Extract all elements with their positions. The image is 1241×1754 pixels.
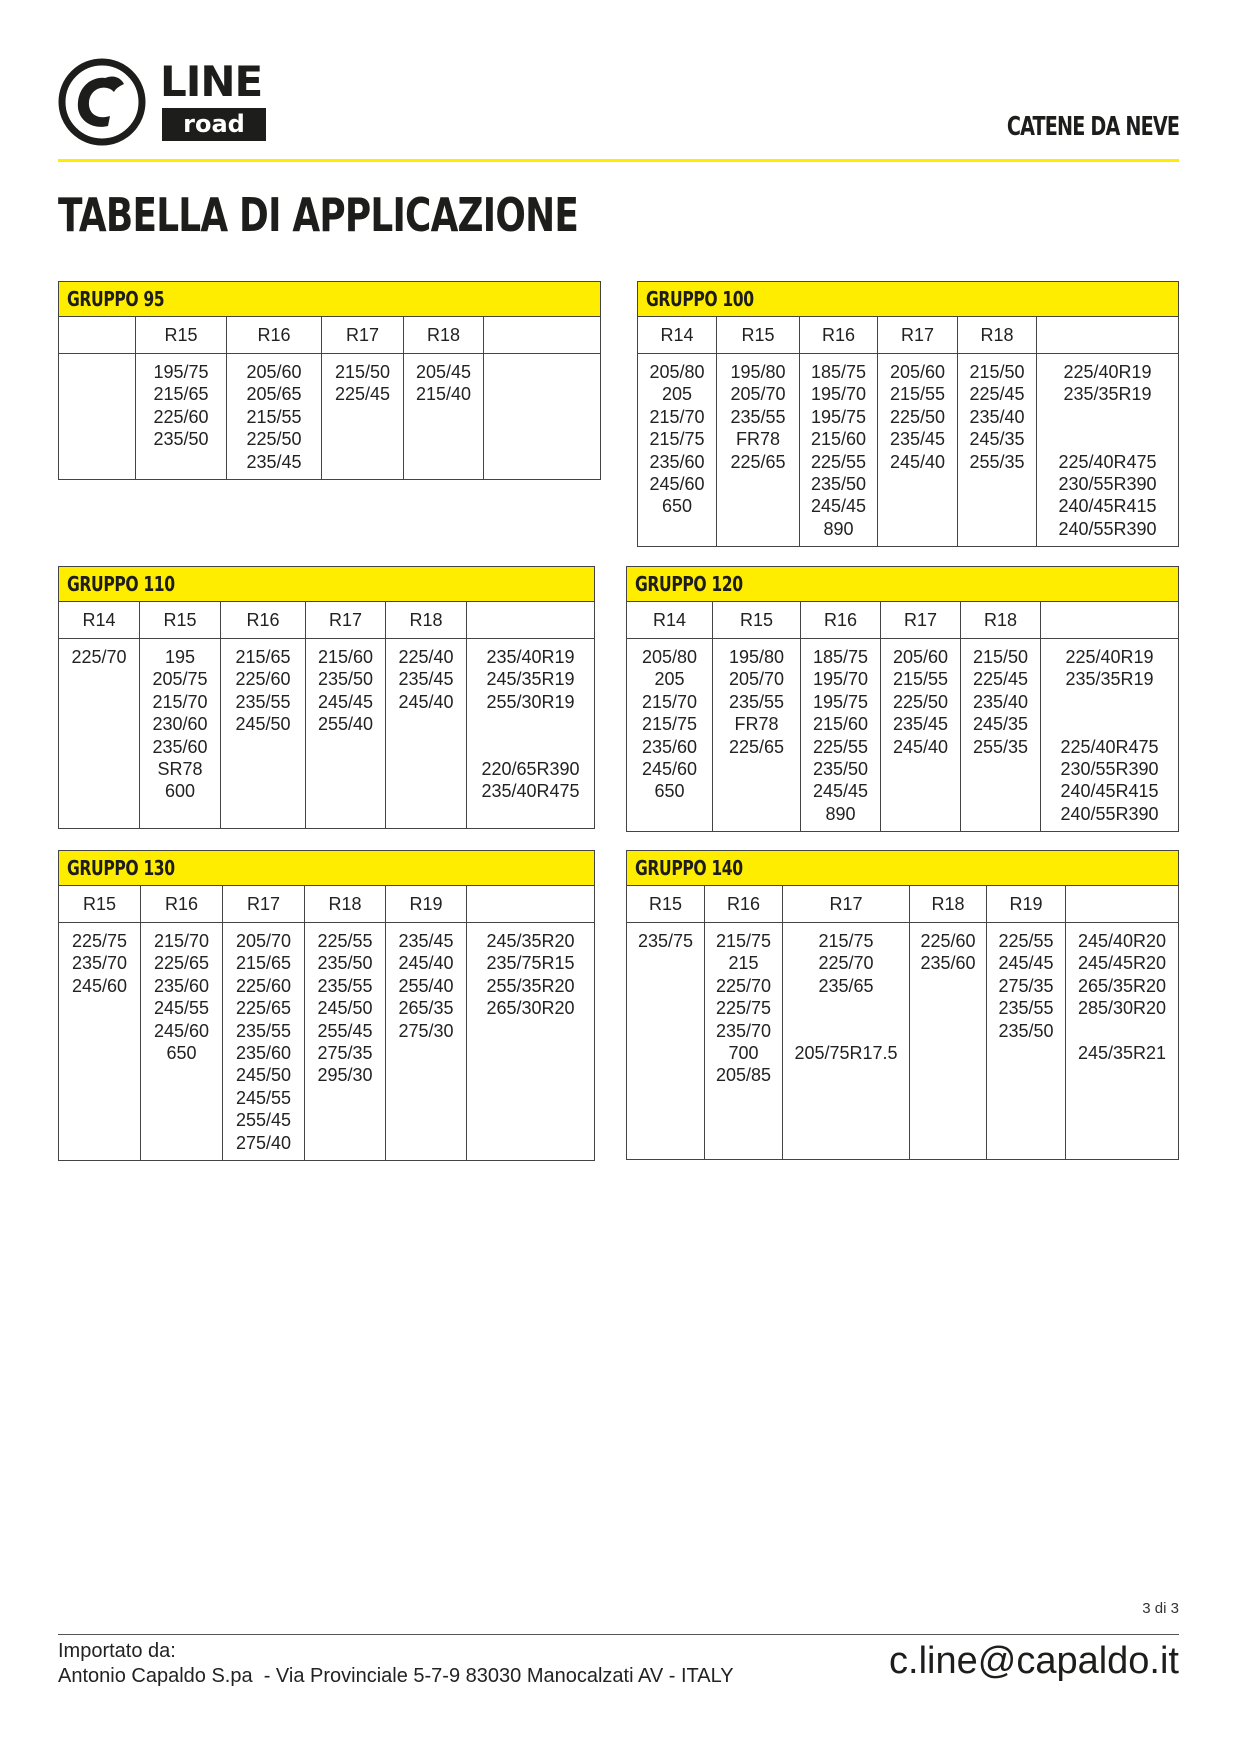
column-header: R15 <box>59 886 141 923</box>
table-cell: 205/70 215/65 225/60 225/65 235/55 235/60 245/50 245/55 255/45 275/40 <box>223 923 305 1161</box>
column-header: R16 <box>801 602 881 639</box>
table-cell: 225/75 235/70 245/60 <box>59 923 141 1161</box>
column-header: R18 <box>386 602 467 639</box>
brand-logo <box>58 58 268 148</box>
group-140-table <box>626 850 1179 1160</box>
table-cell: 215/75 225/70 235/65 205/75R17.5 <box>783 923 910 1160</box>
page-title: TABELLA DI APPLICAZIONE <box>58 188 579 242</box>
table-cell: 235/75 <box>627 923 705 1160</box>
table-cell: 225/60 235/60 <box>910 923 987 1160</box>
table-cell: 235/45 245/40 255/40 265/35 275/30 <box>386 923 467 1161</box>
page-number: 3 di 3 <box>1142 1600 1179 1617</box>
table-cell <box>484 354 601 480</box>
column-header: R16 <box>705 886 783 923</box>
table-cell: 225/40 235/45 245/40 <box>386 639 467 829</box>
column-header: R17 <box>783 886 910 923</box>
column-header: R14 <box>638 317 717 354</box>
table-cell <box>59 354 136 480</box>
table-cell: 215/50 225/45 235/40 245/35 255/35 <box>958 354 1037 547</box>
table-cell: 215/70 225/65 235/60 245/55 245/60 650 <box>141 923 223 1161</box>
column-header: R18 <box>910 886 987 923</box>
column-header: R15 <box>627 886 705 923</box>
column-header: R16 <box>221 602 306 639</box>
table-cell: 245/40R20 245/45R20 265/35R20 285/30R20 245/35R21 <box>1066 923 1179 1160</box>
group-header: GRUPPO 110 <box>59 567 595 602</box>
column-header: R17 <box>322 317 404 354</box>
column-header: R18 <box>958 317 1037 354</box>
table-cell: 225/70 <box>59 639 140 829</box>
brand-subname: road <box>162 108 266 141</box>
table-cell: 195/75 215/65 225/60 235/50 <box>136 354 227 480</box>
column-header: R15 <box>713 602 801 639</box>
column-header <box>1066 886 1179 923</box>
column-header: R18 <box>305 886 386 923</box>
table-cell: 215/60 235/50 245/45 255/40 <box>306 639 386 829</box>
column-header <box>467 602 595 639</box>
group-header: GRUPPO 100 <box>638 282 1179 317</box>
table-cell: 195/80 205/70 235/55 FR78 225/65 <box>713 639 801 832</box>
column-header: R17 <box>306 602 386 639</box>
column-header: R16 <box>800 317 878 354</box>
column-header: R16 <box>141 886 223 923</box>
column-header <box>1041 602 1179 639</box>
table-cell: 225/40R19 235/35R19 225/40R475 230/55R390 240/45R415 240/55R390 <box>1037 354 1179 547</box>
table-cell: 245/35R20 235/75R15 255/35R20 265/30R20 <box>467 923 595 1161</box>
column-header: R15 <box>136 317 227 354</box>
table-cell: 215/50 225/45 <box>322 354 404 480</box>
contact-email[interactable]: c.line@capaldo.it <box>889 1640 1179 1682</box>
table-cell: 215/50 225/45 235/40 245/35 255/35 <box>961 639 1041 832</box>
table-cell: 225/55 245/45 275/35 235/55 235/50 <box>987 923 1066 1160</box>
table-cell: 205/60 215/55 225/50 235/45 245/40 <box>878 354 958 547</box>
table-cell: 195 205/75 215/70 230/60 235/60 SR78 600 <box>140 639 221 829</box>
column-header: R15 <box>140 602 221 639</box>
table-cell: 205/80 205 215/70 215/75 235/60 245/60 650 <box>627 639 713 832</box>
group-header: GRUPPO 130 <box>59 851 595 886</box>
column-header: R14 <box>627 602 713 639</box>
table-cell: 215/75 215 225/70 225/75 235/70 700 205/85 <box>705 923 783 1160</box>
column-header <box>467 886 595 923</box>
importer-address: Antonio Capaldo S.pa - Via Provinciale 5-7-9 83030 Manocalzati AV - ITALY <box>58 1665 734 1687</box>
group-100-table <box>637 281 1179 547</box>
table-cell: 205/60 215/55 225/50 235/45 245/40 <box>881 639 961 832</box>
column-header: R17 <box>881 602 961 639</box>
footer-divider <box>58 1634 1179 1635</box>
group-header: GRUPPO 140 <box>627 851 1179 886</box>
column-header: R18 <box>961 602 1041 639</box>
table-cell: 235/40R19 245/35R19 255/30R19 220/65R390 235/40R475 <box>467 639 595 829</box>
table-cell: 185/75 195/70 195/75 215/60 225/55 235/50 245/45 890 <box>800 354 878 547</box>
column-header: R18 <box>404 317 484 354</box>
column-header: R19 <box>987 886 1066 923</box>
group-130-table <box>58 850 595 1161</box>
importer-label: Importato da: <box>58 1640 176 1662</box>
group-header: GRUPPO 120 <box>627 567 1179 602</box>
column-header <box>1037 317 1179 354</box>
table-cell: 195/80 205/70 235/55 FR78 225/65 <box>717 354 800 547</box>
table-cell: 185/75 195/70 195/75 215/60 225/55 235/50 245/45 890 <box>801 639 881 832</box>
column-header: R16 <box>227 317 322 354</box>
table-cell: 205/80 205 215/70 215/75 235/60 245/60 650 <box>638 354 717 547</box>
table-cell: 225/55 235/50 235/55 245/50 255/45 275/35 295/30 <box>305 923 386 1161</box>
group-110-table <box>58 566 595 829</box>
table-cell: 225/40R19 235/35R19 225/40R475 230/55R390 240/45R415 240/55R390 <box>1041 639 1179 832</box>
column-header <box>59 317 136 354</box>
table-cell: 205/60 205/65 215/55 225/50 235/45 <box>227 354 322 480</box>
table-cell: 205/45 215/40 <box>404 354 484 480</box>
brand-emblem-icon <box>58 58 146 146</box>
header-divider <box>58 159 1179 162</box>
brand-name: LINE <box>160 57 263 106</box>
column-header: R15 <box>717 317 800 354</box>
column-header: R17 <box>878 317 958 354</box>
group-120-table <box>626 566 1179 832</box>
column-header: R17 <box>223 886 305 923</box>
group-95-table <box>58 281 601 480</box>
column-header <box>484 317 601 354</box>
section-label: CATENE DA NEVE <box>1006 112 1179 142</box>
table-cell: 215/65 225/60 235/55 245/50 <box>221 639 306 829</box>
column-header: R14 <box>59 602 140 639</box>
group-header: GRUPPO 95 <box>59 282 601 317</box>
column-header: R19 <box>386 886 467 923</box>
